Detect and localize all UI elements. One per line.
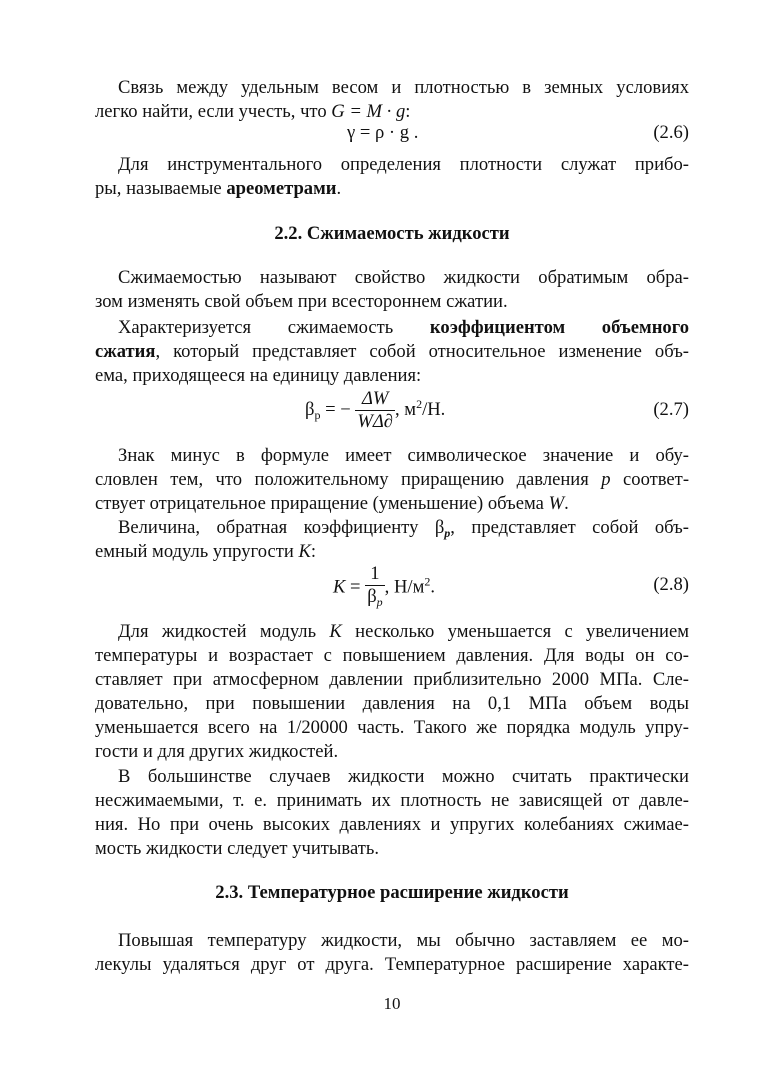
paragraph-line: довательно, при повышении давления на 0,1 МПа объем воды bbox=[95, 693, 689, 714]
inline-formula: G = M · g bbox=[331, 101, 406, 122]
paragraph-line: гости и для других жидкостей. bbox=[95, 741, 339, 762]
equation-2-6 bbox=[95, 122, 689, 148]
equation-body: γ = ρ · g . bbox=[347, 122, 419, 143]
paragraph-line: ры, называемые ареометрами. bbox=[95, 178, 342, 199]
bold-term: ареометрами bbox=[226, 178, 337, 199]
paragraph-line: ствует отрицательное приращение (уменьшение) объема W. bbox=[95, 493, 569, 514]
section-heading: 2.3. Температурное расширение жидкости bbox=[215, 882, 569, 903]
equation-2-7 bbox=[95, 388, 689, 432]
paragraph-line: словлен тем, что положительному приращению давления p соответ- bbox=[95, 469, 690, 490]
bold-term: коэффициентом объемного bbox=[429, 317, 689, 338]
paragraph-line: Повышая температуру жидкости, мы обычно заставляем ее мо- bbox=[118, 930, 689, 951]
paragraph-line: Знак минус в формуле имеет символическое значение и обу- bbox=[118, 445, 689, 466]
equation-body: $\beta_р$ = − $\frac{\Delta W}{W\Delta\partial}$ , $м^2/Н$. bbox=[305, 388, 446, 432]
paragraph-line: Величина, обратная коэффициенту $\beta_p$, представляет собой объ- bbox=[118, 517, 689, 540]
paragraph-line: Связь между удельным весом и плотностью в земных условиях bbox=[118, 77, 689, 98]
paragraph-line: несжимаемыми, т. е. принимать их плотность не зависящей от давле- bbox=[95, 790, 689, 811]
fraction: $\frac{\Delta W}{W\Delta\partial}$ bbox=[357, 388, 393, 432]
paragraph-line: зом изменять свой объем при всестороннем сжатии. bbox=[95, 291, 508, 312]
paragraph-line: лекулы удаляться друг от друга. Температурное расширение характе- bbox=[95, 954, 689, 975]
paragraph-line: легко найти, если учесть, что G = M · g: bbox=[95, 101, 411, 122]
page-number: 10 bbox=[383, 994, 401, 1013]
section-heading: 2.2. Сжимаемость жидкости bbox=[274, 223, 510, 244]
equation-number: (2.7) bbox=[653, 399, 689, 420]
equation-number: (2.8) bbox=[653, 574, 689, 595]
bold-term: сжатия bbox=[95, 341, 156, 362]
paragraph-line: Характеризуется сжимаемость коэффициентом объемного bbox=[118, 317, 689, 338]
equation-body: K = $\frac{1}{\beta_p}$ , $Н/м^2$. bbox=[333, 563, 435, 613]
paragraph-line: Для инструментального определения плотности служат прибо- bbox=[118, 154, 689, 175]
paragraph-line: Сжимаемостью называют свойство жидкости обратимым обра- bbox=[118, 267, 689, 288]
equation-2-8 bbox=[95, 563, 689, 607]
fraction: $\frac{1}{\beta_p}$ bbox=[367, 563, 383, 609]
paragraph-line: ния. Но при очень высоких давлениях и упругих колебаниях сжимае- bbox=[95, 814, 689, 835]
paragraph-line: сжатия, который представляет собой относительное изменение объ- bbox=[95, 341, 689, 362]
paragraph-line: В большинстве случаев жидкости можно считать практически bbox=[118, 766, 689, 787]
paragraph-line: уменьшается всего на 1/20000 часть. Такого же порядка модуль упру- bbox=[95, 717, 689, 738]
paragraph-line: мость жидкости следует учитывать. bbox=[95, 838, 379, 859]
paragraph-line: емный модуль упругости K: bbox=[95, 541, 317, 562]
paragraph-line: ема, приходящееся на единицу давления: bbox=[95, 365, 422, 386]
equation-number: (2.6) bbox=[653, 122, 689, 143]
paragraph-line: температуры и возрастает с повышением давления. Для воды он со- bbox=[95, 645, 689, 666]
paragraph-line: ставляет при атмосферном давлении приблизительно 2000 МПа. Сле- bbox=[95, 669, 689, 690]
paragraph-line: Для жидкостей модуль K несколько уменьшается с увеличением bbox=[118, 621, 689, 642]
